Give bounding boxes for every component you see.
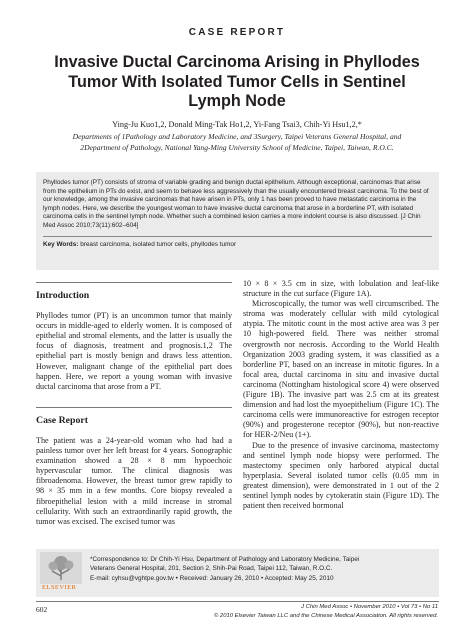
abstract-box	[36, 172, 439, 270]
affiliations	[0, 132, 474, 153]
intro-paragraph: Phyllodes tumor (PT) is an uncommon tumor that mainly occurs in middle-aged to elderly women. It is composed of epithelial and stromal elements, and the latter is usually the focus of diagnosis, treatment and prognosis.1,2 The epithelial part is mostly benign and draws less attention. However, malignant change of the epithelial part does happen. Here, we report a young woman with invasive ductal carcinoma that arose from a PT.	[36, 311, 232, 391]
right-paragraph-1: 10 × 8 × 3.5 cm in size, with lobulation and leaf-like structure in the cut surface (Figure 1A).	[243, 279, 439, 299]
author-list: Ying-Ju Kuo1,2, Donald Ming-Tak Ho1,2, Yi-Fang Tsai3, Chih-Yi Hsu1,2,*	[112, 120, 362, 129]
intro-heading: Introduction	[36, 290, 90, 301]
correspondence-box	[36, 549, 439, 597]
keywords-label: Key Words:	[43, 240, 79, 248]
right-column	[243, 279, 439, 511]
keywords-line	[43, 241, 432, 250]
correspondence-line-1: *Correspondence to: Dr Chih-Yi Hsu, Department of Pathology and Laboratory Medicine, Taipei	[90, 556, 360, 563]
correspondence-text	[90, 555, 435, 583]
case-rule	[36, 407, 232, 408]
keywords-text: breast carcinoma, isolated tumor cells, phyllodes tumor	[80, 240, 237, 248]
keywords-divider	[43, 236, 432, 237]
correspondence-line-2: Veterans General Hospital, 201, Section 2, Shih-Pai Road, Taipei 112, Taiwan, R.O.C.	[90, 565, 333, 573]
journal-info: J Chin Med Assoc • November 2010 • Vol 73 • No 11	[301, 604, 438, 610]
case-report-heading: Case Report	[36, 414, 88, 426]
affiliation-line-1: Departments of 1Pathology and Laboratory Medicine, and 3Surgery, Taipei Veterans General Hospital, and	[72, 132, 402, 141]
copyright-notice: © 2010 Elsevier Taiwan LLC and the Chinese Medical Association. All rights reserved.	[213, 613, 438, 619]
right-paragraph-2: Microscopically, the tumor was well circumscribed. The stroma was moderately cellular with mild cytological atypia. The mitotic count in the most active area was 3 per 10 high-powered field. There was neither stromal overgrowth nor necrosis. According to the World Health Organization 2003 grading system, it was classified as a borderline PT, based on an increase in mitotic figures. In a focal area, ductal carcinoma in situ and invasive ductal carcinoma (Nottingham histological score 4) were observed (Figure 1B). The invasive part was 2.5 cm at its greatest dimension and had lost the myoepithelium (Figure 1C). The carcinoma cells were immunoreactive for estrogen receptor (90%) and progesterone receptor (90%), but non-reactive for HER-2/Neu (1+).	[243, 299, 439, 440]
left-column	[36, 279, 232, 527]
correspondence-line-3: E-mail: cyhsu@vghtpe.gov.tw • Received: January 26, 2010 • Accepted: May 25, 2010	[90, 574, 334, 582]
journal-citation	[214, 603, 438, 621]
abstract-text: Phyllodes tumor (PT) consists of stroma of variable grading and benign ductal epithelium. Although exceptional, carcinomas that arise from the epithelium in PTs do exist, and seem to behave less aggressively than the usually encountered breast carcinoma. To the best of our knowledge, among the invasive carcinomas that have arisen in PTs, only 1 has been proved to have metastatic carcinoma in the lymph nodes. Here, we describe the youngest woman to have invasive ductal carcinoma that arose in a borderline PT, with isolated carcinoma cells in the sentinel lymph node. Whether such a combined lesion carries a more indolent course is also discussed. [J Chin Med Assoc 2010;73(11):602–604]	[43, 179, 429, 229]
section-label: CASE REPORT	[188, 27, 286, 38]
footer-rule	[36, 601, 439, 602]
page-number: 602	[36, 605, 48, 614]
intro-rule	[36, 282, 232, 283]
publisher-logo-text: ELSEVIER	[42, 584, 77, 591]
right-paragraph-3: Due to the presence of invasive carcinoma, mastectomy and sentinel lymph node biopsy were performed. The mastectomy specimen only harbored atypical ductal hyperplasia. Several isolated tumor cells (0.05 mm in greatest dimension), were demonstrated in 1 out of the 2 sentinel lymph nodes by cytokeratin stain (Figure 1D). The patient then received hormonal	[243, 440, 439, 511]
affiliation-line-2: 2Department of Pathology, National Yang-Ming University School of Medicine, Taipei, Taiwan, R.O.C.	[80, 142, 394, 152]
case-paragraph: The patient was a 24-year-old woman who had had a painless tumor over her left breast for 4 years. Sonographic examination showed a 28 × 8 mm hypoechoic hypervascular tumor. The clinical diagnosis was fibroadenoma. However, the breast tumor grew rapidly to 98 × 35 mm in a few months. Core biopsy revealed a fibroepithelial lesion with a mild increase in stromal cellularity. With such an extraordinarily rapid growth, the tumor was excised. The excised tumor was	[36, 435, 232, 526]
article-title: Invasive Ductal Carcinoma Arising in Phyllodes Tumor With Isolated Tumor Cells in Sentinel Lymph Node	[54, 53, 420, 110]
